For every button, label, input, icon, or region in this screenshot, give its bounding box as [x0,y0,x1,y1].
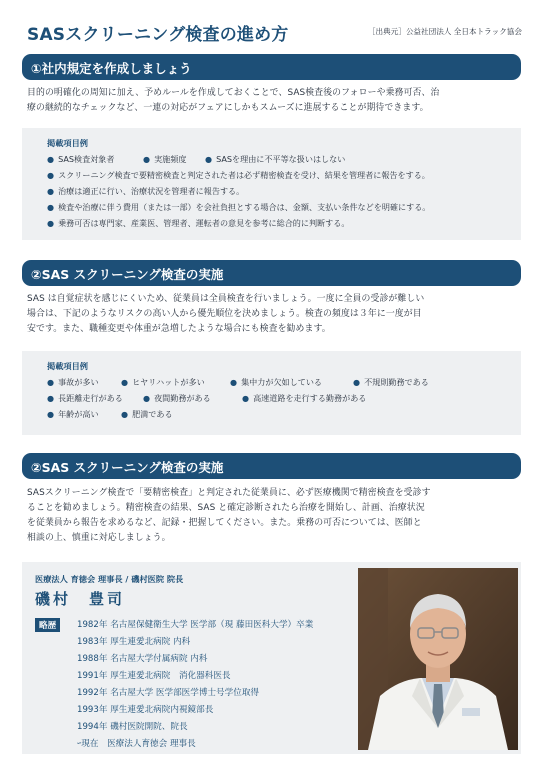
list-item: ● スクリーニング検査で要精密検査と判定された者は必ず精密検査を受け、結果を管理者に報告をする。 [47,170,430,180]
career-entry: 1991年 厚生連愛北病院 消化器科医長 [77,671,231,681]
list-item: ● 実施頻度 [143,154,187,164]
paragraph-line: SAS は自覚症状を感じにくいため、従業員は全員検査を行いましょう。一度に全員の受診が難しい [27,294,425,304]
bullet-icon: ● [205,154,213,164]
box-title: 掲載項目例 [47,361,88,371]
section3-heading-bar [22,453,521,479]
list-item: ● 乗務可否は専門家、産業医、管理者、運転者の意見を参考に総合的に判断する。 [47,218,350,228]
section2-example-box [22,351,521,435]
paragraph-line: 相談の上、慎重に対応しましょう。 [27,533,171,543]
paragraph-line: 場合は、下記のようなリスクの高い人から優先順位を決めましょう。検査の頻度は３年に一度が目 [27,309,422,319]
doctor-portrait-photo [358,568,518,750]
list-item: ● 高速道路を走行する勤務がある [242,393,367,403]
career-entry: 1988年 名古屋大学付属病院 内科 [77,654,208,664]
bullet-icon: ● [47,393,55,403]
list-item: ● SASを理由に不平等な扱いはしない [205,154,346,164]
page-title: SASスクリーニング検査の進め方 [27,25,289,45]
career-entry: 1994年 磯村医院開院、院長 [77,722,188,732]
bullet-icon: ● [353,377,361,387]
bullet-icon: ● [47,377,55,387]
section1-heading: ①社内規定を作成しましょう [31,61,192,76]
section2-paragraph [27,292,519,337]
list-item: ● 集中力が欠如している [230,377,323,387]
bullet-icon: ● [47,170,55,180]
career-entry: ｰ現在 医療法人育徳会 理事長 [77,739,196,749]
bullet-icon: ● [47,202,55,212]
career-label: 略歴 [35,618,60,632]
section3-heading: ②SAS スクリーニング検査の実施 [31,460,224,475]
title-row [27,20,522,46]
paragraph-line: 目的の明確化の周知に加え、予めルールを作成しておくことで、SAS検査後のフォローや乗務可否、治 [27,88,440,98]
section1-heading-bar [22,54,521,80]
paragraph-line: 療の継続的なチェックなど、一連の対応がフェアにしかもスムーズに進展することが期待できます。 [27,103,429,113]
paragraph-line: SASスクリーニング検査で「要精密検査」と判定された従業員に、必ず医療機関で精密検査を受診す [27,488,431,498]
portrait-illustration [358,568,518,750]
bullet-icon: ● [47,154,55,164]
source-credit: ［出典元］公益社団法人 全日本トラック協会 [367,27,522,36]
list-item: ● SAS検査対象者 [47,154,115,164]
list-item: ● 年齢が高い [47,409,99,419]
list-item: ● 事故が多い [47,377,99,387]
bullet-icon: ● [242,393,250,403]
list-item: ● 不規則勤務である [353,377,429,387]
section2-heading-bar [22,260,521,286]
list-item: ● 肥満である [121,409,173,419]
career-entry: 1983年 厚生連愛北病院 内科 [77,637,191,647]
career-entry: 1992年 名古屋大学 医学部医学博士号学位取得 [77,688,260,698]
list-item: ● ヒヤリハットが多い [121,377,205,387]
list-item: ● 検査や治療に伴う費用（または一部）を会社負担とする場合は、金額、支払い条件などを明確にする。 [47,202,431,212]
bullet-icon: ● [143,393,151,403]
bullet-icon: ● [47,186,55,196]
paragraph-line: 安です。また、職種変更や体重が急増したような場合にも検査を勧めます。 [27,324,331,334]
bullet-icon: ● [47,218,55,228]
bullet-icon: ● [121,377,129,387]
paragraph-line: ることを勧めましょう。精密検査の結果、SAS と確定診断されたら治療を開始し、計画、治療状況 [27,503,425,513]
list-item: ● 治療は適正に行い、治療状況を管理者に報告する。 [47,186,245,196]
box-title: 掲載項目例 [47,138,88,148]
career-entry: 1982年 名古屋保健衛生大学 医学部（現 藤田医科大学）卒業 [77,620,314,630]
career-entry: 1993年 厚生連愛北病院内視鏡部長 [77,705,214,715]
paragraph-line: を従業員から報告を求めるなど、記録・把握してください。また。乗務の可否については、医師と [27,518,422,528]
doctor-profile-box [22,562,521,754]
section1-paragraph [27,86,519,116]
section1-example-box [22,128,521,240]
bullet-icon: ● [121,409,129,419]
bullet-icon: ● [143,154,151,164]
bullet-icon: ● [230,377,238,387]
doctor-affiliation: 医療法人 育徳会 理事長 / 磯村医院 院長 [35,574,184,584]
section3-paragraph [27,486,519,546]
section2-heading: ②SAS スクリーニング検査の実施 [31,267,224,282]
doctor-name: 磯村 豊司 [35,590,126,608]
list-item: ● 夜間勤務がある [143,393,211,403]
list-item: ● 長距離走行がある [47,393,123,403]
bullet-icon: ● [47,409,55,419]
